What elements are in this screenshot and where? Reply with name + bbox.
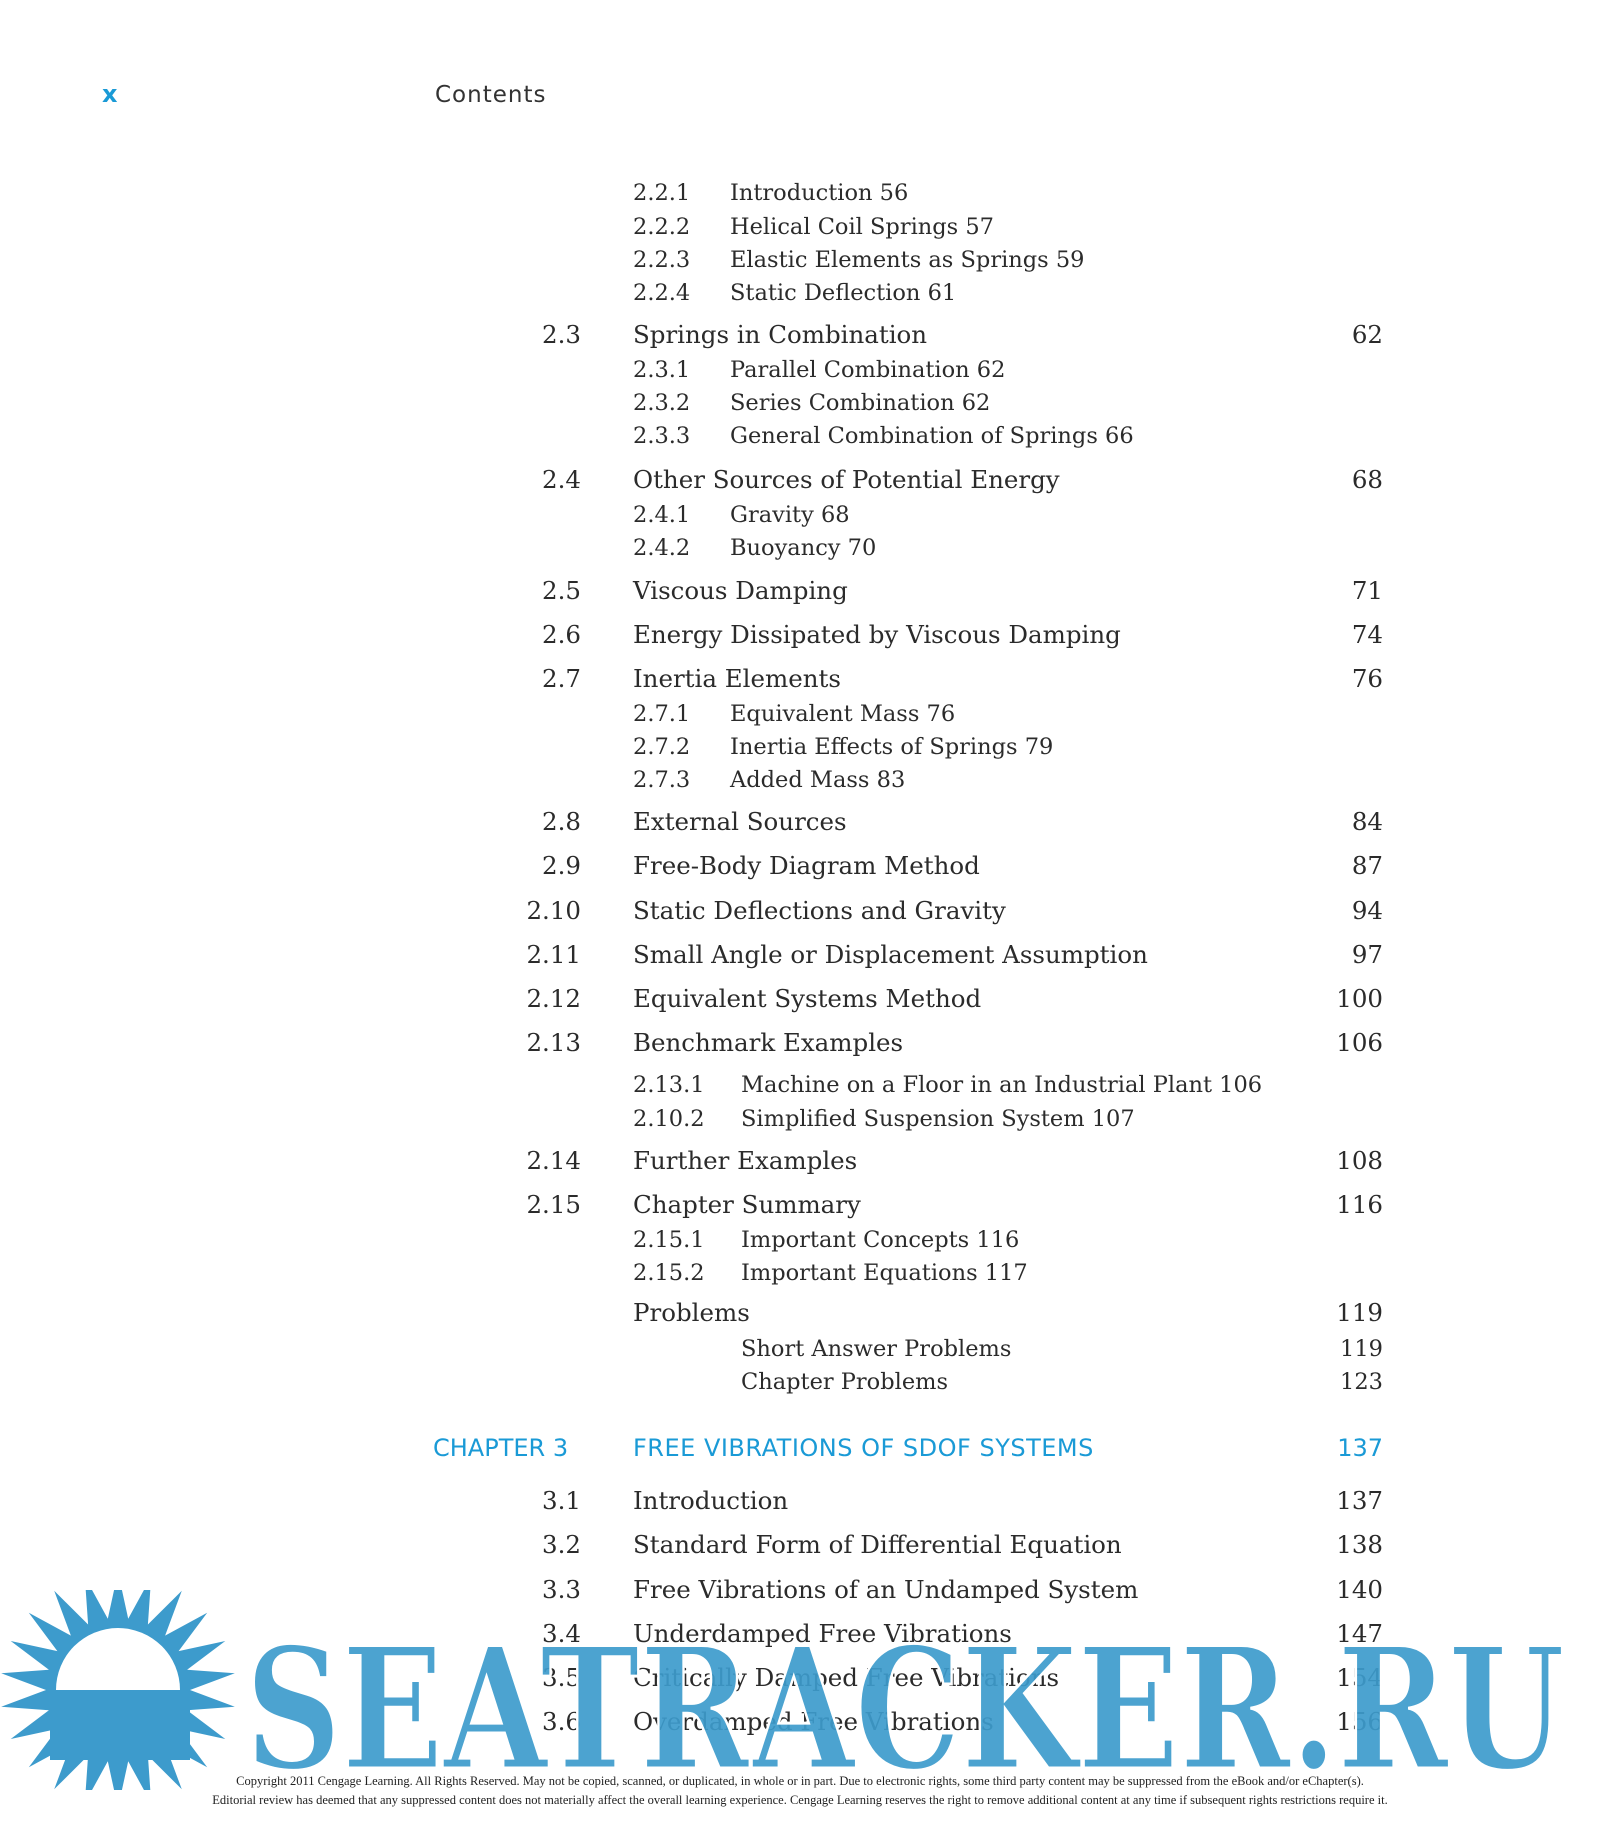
entry-title: Standard Form of Differential Equation xyxy=(633,1530,1122,1559)
entry-page: 62 xyxy=(1351,320,1383,349)
entry-page: 138 xyxy=(1336,1530,1383,1559)
entry-title: Inertia Elements xyxy=(633,664,841,693)
entry-number: 2.15 xyxy=(526,1190,581,1219)
copyright-line-1: Copyright 2011 Cengage Learning. All Rights Reserved. May not be copied, scanned, or duplicated, in whole or in part. Due to electronic rights, some third party content may be suppressed from the eBook and/or eChapter(s). xyxy=(236,1774,1364,1788)
entry-number: 2.7.1 xyxy=(633,701,691,727)
toc-section xyxy=(0,984,1600,1024)
entry-title: Introduction xyxy=(633,1486,789,1515)
entry-number: 2.14 xyxy=(526,1146,581,1175)
entry-title: Added Mass 83 xyxy=(730,767,906,793)
entry-title: Helical Coil Springs 57 xyxy=(730,214,994,240)
toc-section xyxy=(0,940,1600,980)
entry-page: 154 xyxy=(1336,1663,1383,1692)
entry-title: Other Sources of Potential Energy xyxy=(633,465,1060,494)
entry-page: 119 xyxy=(1336,1298,1383,1327)
entry-title: Free-Body Diagram Method xyxy=(633,851,980,880)
entry-title: Small Angle or Displacement Assumption xyxy=(633,940,1148,969)
entry-title: Simplified Suspension System 107 xyxy=(741,1106,1135,1132)
entry-title: FREE VIBRATIONS OF SDOF SYSTEMS xyxy=(633,1434,1094,1462)
entry-title: Overdamped Free Vibrations xyxy=(633,1707,994,1736)
entry-page: 156 xyxy=(1336,1707,1383,1736)
entry-number: 2.3 xyxy=(542,320,581,349)
entry-page: 106 xyxy=(1336,1028,1383,1057)
entry-title: Viscous Damping xyxy=(633,576,848,605)
entry-title: Underdamped Free Vibrations xyxy=(633,1619,1012,1648)
toc-subsection xyxy=(0,767,1600,807)
toc-subsection xyxy=(0,1260,1600,1300)
entry-number: 2.13.1 xyxy=(633,1072,705,1098)
entry-page: 100 xyxy=(1336,984,1383,1013)
entry-number: 2.3.2 xyxy=(633,390,691,416)
entry-page: 87 xyxy=(1351,851,1383,880)
entry-page: 123 xyxy=(1340,1369,1383,1395)
entry-title: General Combination of Springs 66 xyxy=(730,423,1134,449)
entry-title: External Sources xyxy=(633,807,847,836)
toc-section xyxy=(0,1486,1600,1526)
entry-page: 84 xyxy=(1351,807,1383,836)
toc-subsection xyxy=(0,1106,1600,1146)
entry-title: Chapter Problems xyxy=(741,1369,949,1395)
entry-title: Inertia Effects of Springs 79 xyxy=(730,734,1054,760)
entry-title: Introduction 56 xyxy=(730,180,909,206)
toc-section xyxy=(0,320,1600,360)
entry-title: Springs in Combination xyxy=(633,320,928,349)
toc-subsection xyxy=(0,1369,1600,1409)
entry-title: Short Answer Problems xyxy=(741,1336,1012,1362)
page-number: x xyxy=(102,80,118,108)
toc-subsection xyxy=(0,423,1600,463)
running-header-title: Contents xyxy=(435,82,547,108)
entry-title: Important Equations 117 xyxy=(741,1260,1028,1286)
toc-section xyxy=(0,1298,1600,1338)
entry-title: Chapter Summary xyxy=(633,1190,861,1219)
toc-section xyxy=(0,576,1600,616)
entry-number: 2.8 xyxy=(542,807,581,836)
entry-title: Critically Damped Free Vibrations xyxy=(633,1663,1060,1692)
entry-number: 2.6 xyxy=(542,620,581,649)
entry-number: 2.7 xyxy=(542,664,581,693)
entry-number: 3.2 xyxy=(542,1530,581,1559)
entry-title: Series Combination 62 xyxy=(730,390,991,416)
entry-page: 76 xyxy=(1351,664,1383,693)
entry-number: 2.12 xyxy=(526,984,581,1013)
toc-subsection xyxy=(0,280,1600,320)
entry-title: Elastic Elements as Springs 59 xyxy=(730,247,1085,273)
copyright-line-2: Editorial review has deemed that any suppressed content does not materially affect the overall learning experience. Cengage Learning reserves the right to remove additional content at any time if subsequent rights restrictions require it. xyxy=(212,1793,1388,1807)
toc-section xyxy=(0,620,1600,660)
entry-title: Problems xyxy=(633,1298,750,1327)
entry-title: Static Deflection 61 xyxy=(730,280,957,306)
entry-page: 140 xyxy=(1336,1575,1383,1604)
toc-subsection xyxy=(0,535,1600,575)
entry-number: 2.2.1 xyxy=(633,180,691,206)
entry-page: 71 xyxy=(1351,576,1383,605)
watermark-text: SEATRACKER.RU xyxy=(245,1610,1565,1790)
entry-number: 3.4 xyxy=(542,1619,581,1648)
entry-page: 116 xyxy=(1336,1190,1383,1219)
entry-number: 2.7.2 xyxy=(633,734,691,760)
toc-section xyxy=(0,465,1600,505)
entry-page: 97 xyxy=(1351,940,1383,969)
entry-page: 137 xyxy=(1336,1486,1383,1515)
entry-title: Equivalent Systems Method xyxy=(633,984,982,1013)
entry-number: 2.15.2 xyxy=(633,1260,705,1286)
watermark xyxy=(0,1590,1600,1790)
entry-title: Important Concepts 116 xyxy=(741,1227,1020,1253)
entry-page: 137 xyxy=(1337,1434,1383,1462)
toc-section xyxy=(0,664,1600,704)
entry-number: 2.2.2 xyxy=(633,214,691,240)
entry-number: 3.1 xyxy=(542,1486,581,1515)
entry-page: 108 xyxy=(1336,1146,1383,1175)
entry-number: 2.3.3 xyxy=(633,423,691,449)
entry-title: Free Vibrations of an Undamped System xyxy=(633,1575,1139,1604)
entry-title: Gravity 68 xyxy=(730,502,850,528)
entry-title: Machine on a Floor in an Industrial Plant 106 xyxy=(741,1072,1263,1098)
entry-number: 2.4.1 xyxy=(633,502,691,528)
toc-section xyxy=(0,1190,1600,1230)
toc-section xyxy=(0,1530,1600,1570)
entry-number: CHAPTER 3 xyxy=(433,1434,569,1462)
toc-section xyxy=(0,1146,1600,1186)
entry-number: 2.2.3 xyxy=(633,247,691,273)
entry-page: 68 xyxy=(1351,465,1383,494)
entry-number: 3.6 xyxy=(542,1707,581,1736)
sun-logo-icon xyxy=(1,1590,235,1790)
entry-number: 2.7.3 xyxy=(633,767,691,793)
entry-number: 2.5 xyxy=(542,576,581,605)
entry-number: 2.10 xyxy=(526,896,581,925)
entry-number: 2.11 xyxy=(526,940,581,969)
toc-section xyxy=(0,896,1600,936)
chapter-heading xyxy=(0,1434,1600,1474)
entry-number: 2.9 xyxy=(542,851,581,880)
entry-page: 74 xyxy=(1351,620,1383,649)
entry-page: 147 xyxy=(1336,1619,1383,1648)
toc-section xyxy=(0,1028,1600,1068)
entry-page: 94 xyxy=(1351,896,1383,925)
entry-title: Buoyancy 70 xyxy=(730,535,877,561)
entry-title: Static Deflections and Gravity xyxy=(633,896,1006,925)
entry-number: 2.4.2 xyxy=(633,535,691,561)
entry-number: 2.4 xyxy=(542,465,581,494)
entry-number: 2.13 xyxy=(526,1028,581,1057)
entry-number: 2.3.1 xyxy=(633,357,691,383)
entry-title: Parallel Combination 62 xyxy=(730,357,1006,383)
entry-number: 3.3 xyxy=(542,1575,581,1604)
toc-section xyxy=(0,807,1600,847)
entry-title: Further Examples xyxy=(633,1146,858,1175)
entry-title: Benchmark Examples xyxy=(633,1028,904,1057)
entry-title: Equivalent Mass 76 xyxy=(730,701,956,727)
toc-section xyxy=(0,851,1600,891)
entry-number: 3.5 xyxy=(542,1663,581,1692)
entry-title: Energy Dissipated by Viscous Damping xyxy=(633,620,1121,649)
entry-page: 119 xyxy=(1340,1336,1383,1362)
entry-number: 2.2.4 xyxy=(633,280,691,306)
entry-number: 2.15.1 xyxy=(633,1227,705,1253)
entry-number: 2.10.2 xyxy=(633,1106,705,1132)
